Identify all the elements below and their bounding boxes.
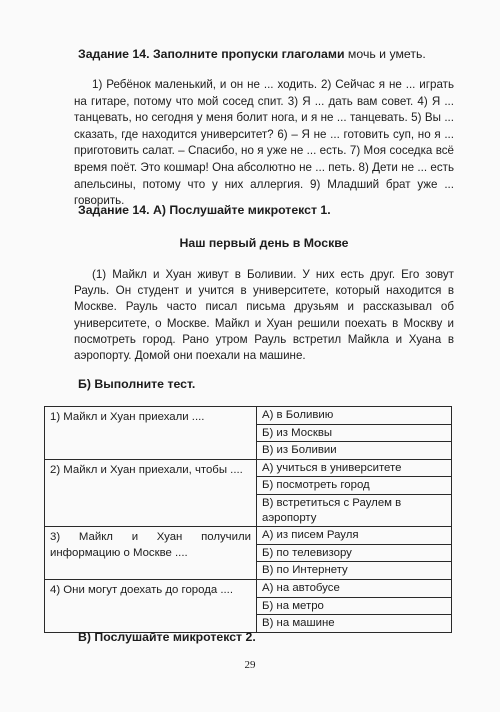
test-options	[257, 459, 452, 526]
task1-exercise-text: 1) Ребёнок маленький, и он не ... ходить. 2) Сейчас я не ... играть на гитаре, потому что мой сосед спит. 3) Я ... дать вам совет. 4) Я ... танцевать, но сегодня у меня болит нога, и я не ... танцевать. 5) Вы ... сказать, где находится университет? 6) – Я не ... готовить суп, но я ... приготовить салат. – Спасибо, но я уже не ... есть. 7) Моя соседка всё время поёт. Это кошмар! Она абсолютно не ... петь. 8) Дети не ... есть апельсины, потому что у них аллергия. 9) Младший брат уже ... говорить.	[74, 78, 454, 208]
test-option: Б) посмотреть город	[257, 477, 451, 495]
test-option: Б) из Москвы	[257, 425, 451, 443]
test-option: А) на автобусе	[257, 580, 451, 598]
task2-title: Задание 14. А) Послушайте микротекст 1.	[78, 203, 331, 217]
table-row	[45, 579, 452, 632]
test-question: 2) Майкл и Хуан приехали, чтобы ....	[45, 459, 257, 526]
task1-title-verbs: мочь и уметь.	[344, 47, 426, 61]
task1-title-bold: Задание 14. Заполните пропуски глаголами	[78, 47, 345, 61]
task3-title: В) Послушайте микротекст 2.	[78, 630, 256, 644]
test-option: А) в Боливию	[257, 407, 451, 425]
test-option: Б) по телевизору	[257, 545, 451, 563]
task1-title	[78, 46, 458, 62]
test-question: 4) Они могут доехать до города ....	[45, 579, 257, 632]
table-row	[45, 459, 452, 526]
test-option: А) учиться в университете	[257, 460, 451, 478]
test-options	[257, 407, 452, 460]
test-question: 1) Майкл и Хуан приехали ....	[45, 407, 257, 460]
test-option: Б) на метро	[257, 598, 451, 616]
test-heading: Б) Выполните тест.	[78, 377, 196, 391]
test-option: В) на машине	[262, 617, 335, 630]
test-table	[44, 406, 452, 633]
test-question: 3) Майкл и Хуан получили информацию о Москве ....	[45, 527, 257, 580]
test-option: В) встретиться с Раулем в аэропорту	[262, 496, 402, 524]
table-row	[45, 407, 452, 460]
table-row	[45, 527, 452, 580]
story-text: (1) Майкл и Хуан живут в Боливии. У них есть друг. Его зовут Рауль. Он студент и учится в университете, который находится в Москве. Рауль часто писал письма друзьям и рассказывал об университете, о Москве. Майкл и Хуан решили поехать в Москву и посмотреть город. Рано утром Рауль встретил Майкла и Хуана в аэропорту. Домой они поехали на машине.	[74, 268, 454, 363]
story-title: Наш первый день в Москве	[179, 236, 349, 250]
test-option: В) из Боливии	[262, 444, 337, 457]
test-options	[257, 579, 452, 632]
test-option: В) по Интернету	[262, 564, 348, 577]
test-option: А) из писем Рауля	[257, 527, 451, 545]
page-number: 29	[244, 659, 256, 671]
test-options	[257, 527, 452, 580]
